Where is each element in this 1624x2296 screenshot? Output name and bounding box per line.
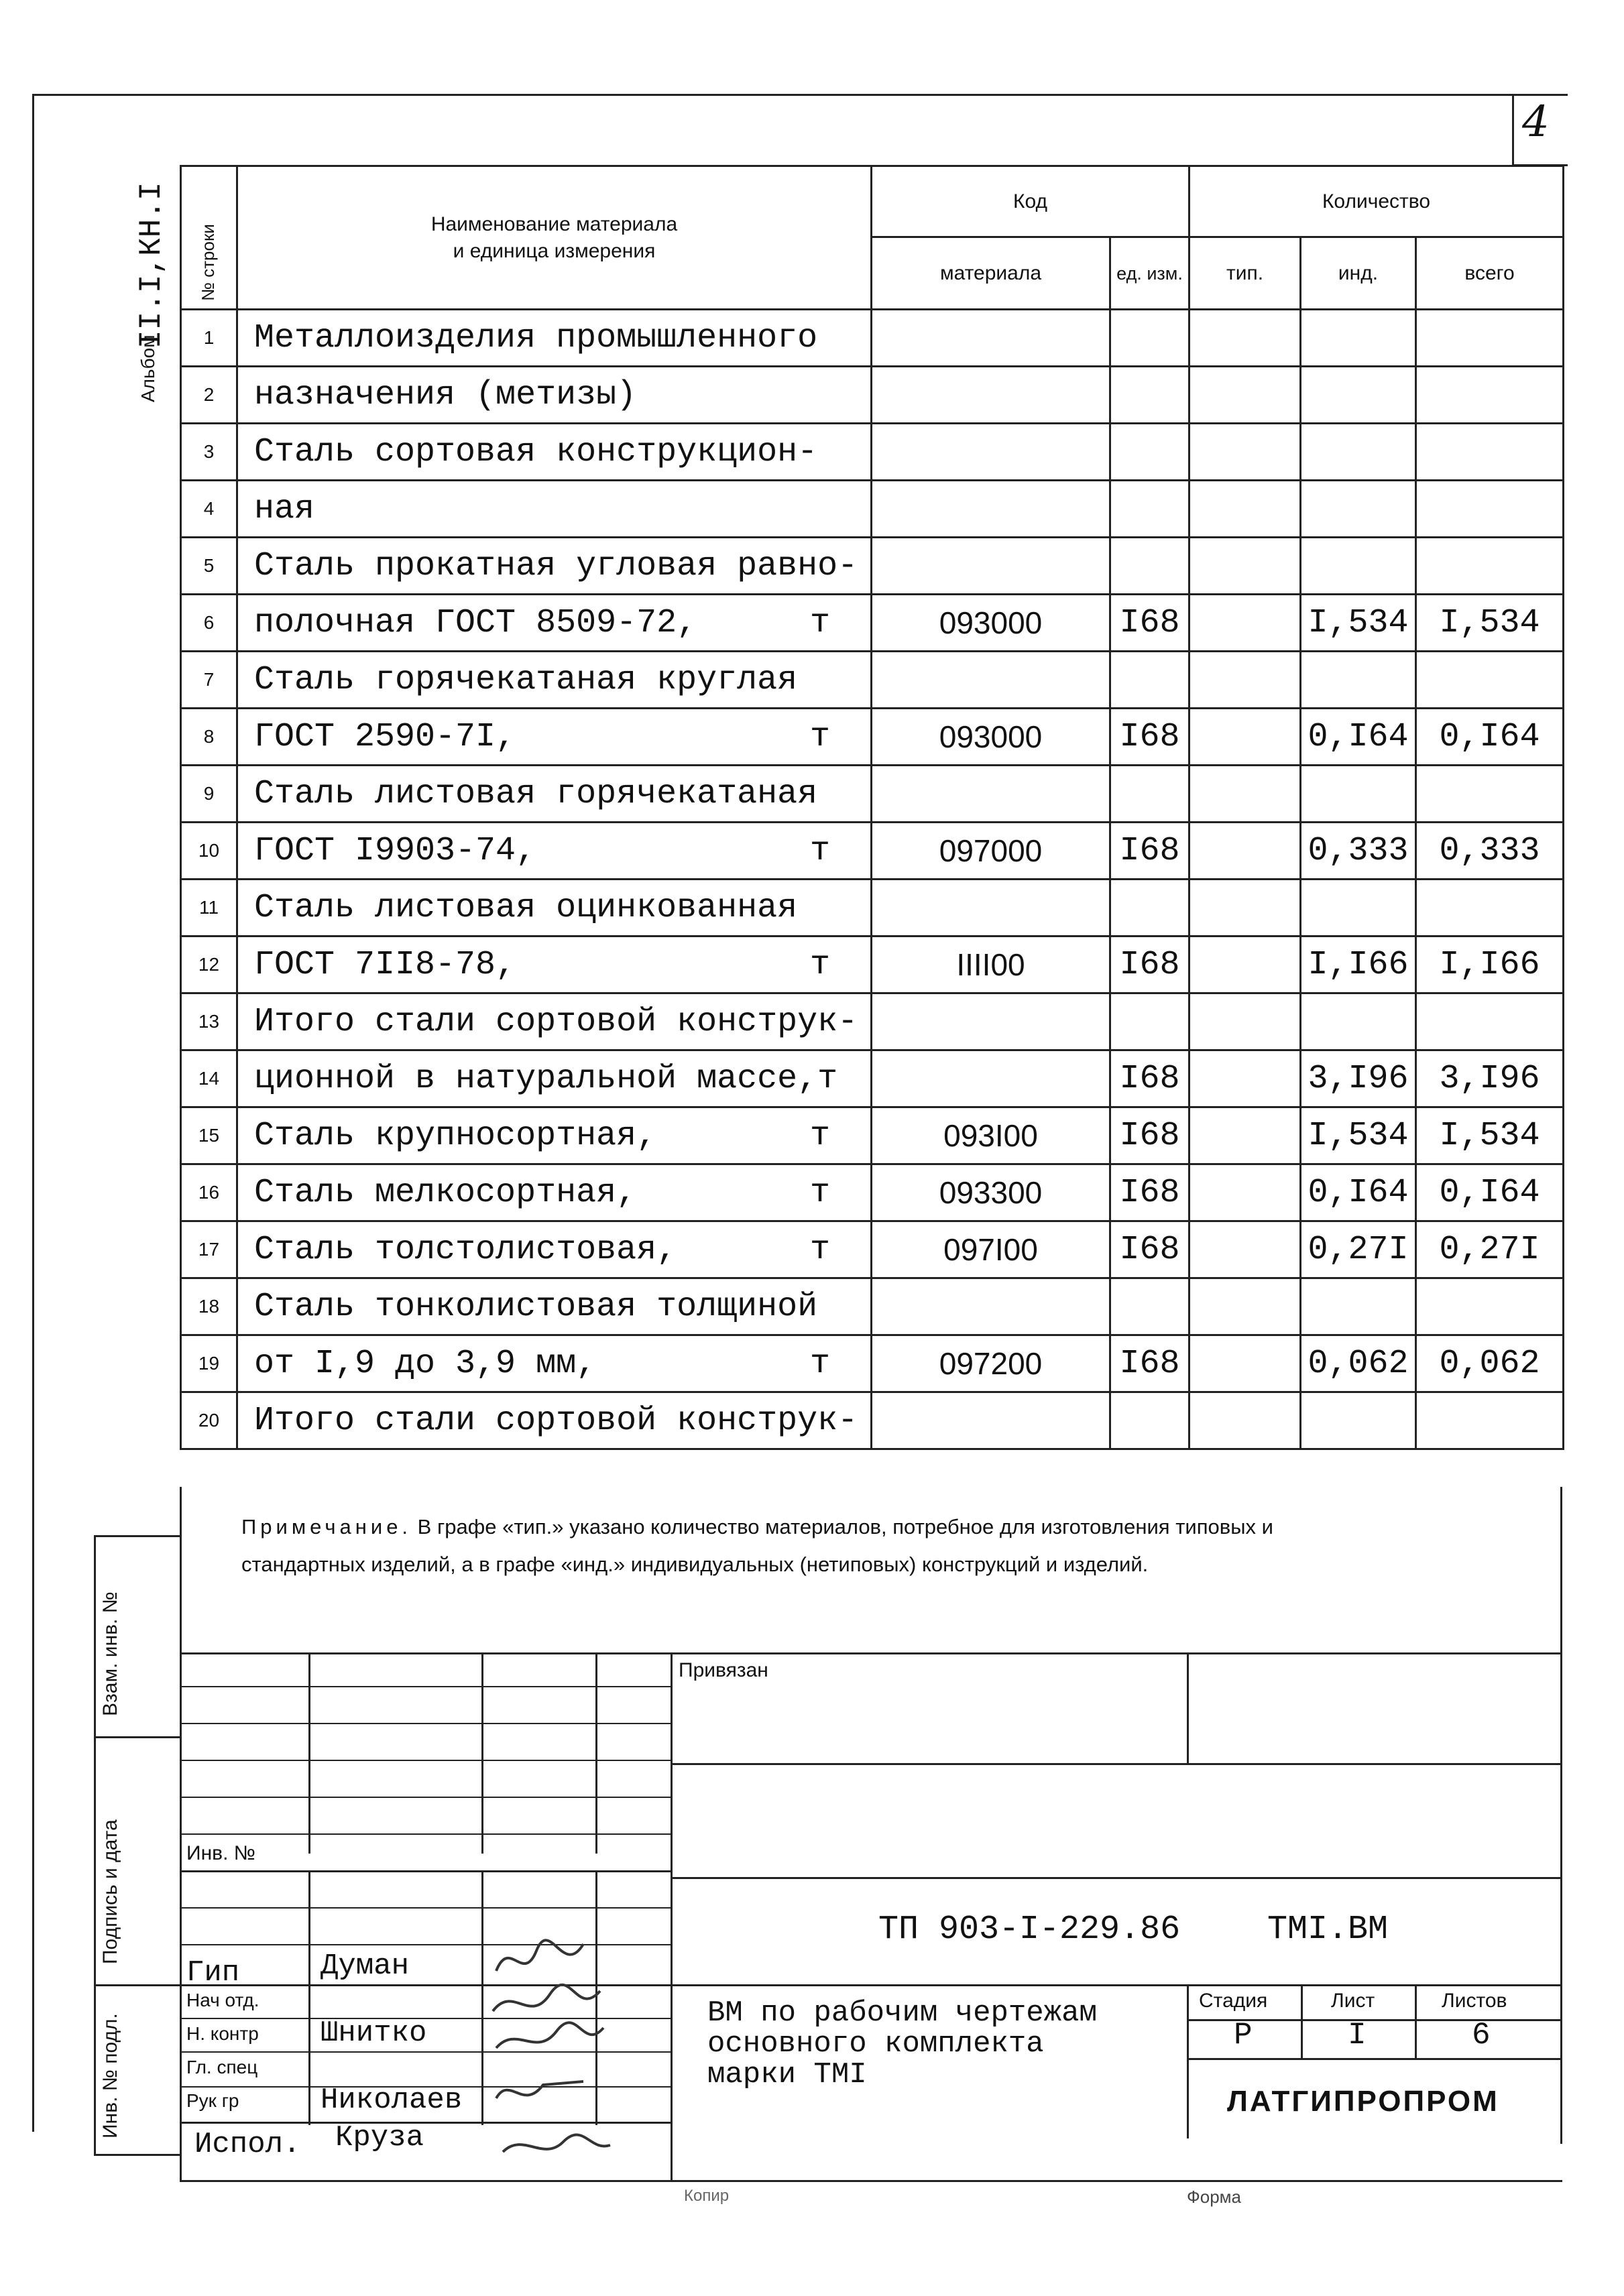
material-code <box>872 652 1110 709</box>
page-number: 4 <box>1522 97 1550 147</box>
qty-typ <box>1190 880 1301 936</box>
row-number: 12 <box>181 936 237 993</box>
qty-total <box>1416 538 1564 595</box>
header-qty-total: всего <box>1416 237 1564 310</box>
note-text: В графе «тип.» указано количество материалов, потребное для изготовления типовых и стандартных изделий, а в графе «инд.» индивидуальных (нетиповых) конструкций и изделий. <box>241 1515 1273 1576</box>
table-row <box>181 936 1564 993</box>
qty-typ <box>1190 310 1301 367</box>
qty-ind: 3,I96 <box>1301 1050 1416 1107</box>
header-name: Наименование материала и единица измерения <box>237 166 872 310</box>
qty-total: I,I66 <box>1416 936 1564 993</box>
stamp-sheet: I <box>1348 2018 1367 2053</box>
table-row <box>181 538 1564 595</box>
unit-code <box>1110 1392 1190 1449</box>
qty-total <box>1416 766 1564 823</box>
qty-typ <box>1190 823 1301 880</box>
qty-ind: 0,062 <box>1301 1335 1416 1392</box>
qty-ind: 0,I64 <box>1301 709 1416 766</box>
material-code <box>872 993 1110 1050</box>
material-name: Сталь листовая горячекатаная <box>237 766 872 823</box>
stamp-role-name: Круза <box>335 2121 424 2155</box>
album-value: II.I,КН.I <box>134 182 169 349</box>
album-label: Альбом <box>137 335 158 402</box>
row-number: 4 <box>181 481 237 538</box>
stamp-sheets-label: Листов <box>1442 1990 1507 2012</box>
unit-code: I68 <box>1110 595 1190 652</box>
frame-top-line <box>32 94 1568 96</box>
stamp-inv-no: Инв. № <box>186 1842 255 1864</box>
unit-code: I68 <box>1110 709 1190 766</box>
table-row <box>181 424 1564 481</box>
qty-total <box>1416 1392 1564 1449</box>
footer-forma: Форма <box>1187 2187 1242 2207</box>
row-number: 11 <box>181 880 237 936</box>
material-name: Итого стали сортовой конструк- <box>237 1392 872 1449</box>
qty-total <box>1416 1278 1564 1335</box>
row-number: 17 <box>181 1221 237 1278</box>
unit-label: т <box>809 945 830 984</box>
material-code: 097200 <box>872 1335 1110 1392</box>
material-name: Сталь горячекатаная круглая <box>237 652 872 709</box>
material-name: Сталь прокатная угловая равно- <box>237 538 872 595</box>
material-code: 093300 <box>872 1164 1110 1221</box>
material-name: Сталь мелкосортная, т <box>237 1164 872 1221</box>
stamp-org: ЛАТГИПРОПРОМ <box>1227 2085 1499 2118</box>
stamp-mark: ТМI.ВМ <box>1267 1911 1389 1949</box>
table-row <box>181 823 1564 880</box>
row-number: 2 <box>181 367 237 424</box>
material-code <box>872 1392 1110 1449</box>
unit-code: I68 <box>1110 1107 1190 1164</box>
unit-code <box>1110 880 1190 936</box>
qty-ind <box>1301 424 1416 481</box>
qty-ind: 0,27I <box>1301 1221 1416 1278</box>
qty-typ <box>1190 652 1301 709</box>
stamp-title: ВМ по рабочим чертежам основного комплекта марки ТМI <box>707 1996 1097 2092</box>
header-qty-ind: инд. <box>1301 237 1416 310</box>
qty-ind <box>1301 310 1416 367</box>
table-row <box>181 1164 1564 1221</box>
unit-code: I68 <box>1110 1164 1190 1221</box>
materials-table <box>180 165 1564 1450</box>
qty-ind: I,I66 <box>1301 936 1416 993</box>
material-code: 097I00 <box>872 1221 1110 1278</box>
stamp-sheets: 6 <box>1472 2018 1491 2053</box>
qty-total <box>1416 880 1564 936</box>
stamp-role: Рук гр <box>186 2090 239 2111</box>
table-row <box>181 595 1564 652</box>
qty-typ <box>1190 595 1301 652</box>
stamp-role: Испол. <box>194 2128 301 2161</box>
unit-label: т <box>809 717 830 756</box>
qty-typ <box>1190 367 1301 424</box>
qty-total <box>1416 310 1564 367</box>
material-code <box>872 538 1110 595</box>
note-title: Примечание. <box>241 1515 412 1538</box>
qty-ind: 0,333 <box>1301 823 1416 880</box>
unit-code: I68 <box>1110 1335 1190 1392</box>
material-name: Сталь крупносортная, т <box>237 1107 872 1164</box>
table-row <box>181 993 1564 1050</box>
stamp-role-name: Николаев <box>321 2083 463 2117</box>
qty-total: 0,27I <box>1416 1221 1564 1278</box>
row-number: 19 <box>181 1335 237 1392</box>
qty-total <box>1416 993 1564 1050</box>
stamp-role: Н. контр <box>186 2023 259 2044</box>
unit-label: т <box>809 1173 830 1212</box>
row-number: 10 <box>181 823 237 880</box>
table-row <box>181 709 1564 766</box>
unit-code <box>1110 538 1190 595</box>
qty-typ <box>1190 766 1301 823</box>
table-row <box>181 652 1564 709</box>
row-number: 13 <box>181 993 237 1050</box>
qty-typ <box>1190 1107 1301 1164</box>
frame-left-line <box>32 94 34 2132</box>
qty-typ <box>1190 993 1301 1050</box>
material-name: назначения (метизы) <box>237 367 872 424</box>
stamp-sheet-label: Лист <box>1331 1990 1375 2012</box>
stamp-role: Нач отд. <box>186 1990 259 2010</box>
qty-ind <box>1301 367 1416 424</box>
side-label-inv-podl: Инв. № подл. <box>99 2013 121 2138</box>
table-row <box>181 367 1564 424</box>
material-name: ная <box>237 481 872 538</box>
unit-code: I68 <box>1110 1050 1190 1107</box>
unit-label: т <box>809 1116 830 1155</box>
material-name: от I,9 до 3,9 мм, т <box>237 1335 872 1392</box>
qty-ind: I,534 <box>1301 1107 1416 1164</box>
qty-total: 0,I64 <box>1416 1164 1564 1221</box>
unit-code: I68 <box>1110 823 1190 880</box>
material-code: 093I00 <box>872 1107 1110 1164</box>
material-code <box>872 880 1110 936</box>
row-number: 18 <box>181 1278 237 1335</box>
qty-typ <box>1190 1335 1301 1392</box>
material-code: 097000 <box>872 823 1110 880</box>
row-number: 14 <box>181 1050 237 1107</box>
material-code <box>872 1050 1110 1107</box>
qty-typ <box>1190 1050 1301 1107</box>
stamp-role: Гл. спец <box>186 2057 258 2077</box>
row-number: 9 <box>181 766 237 823</box>
footer-kopir: Копир <box>684 2187 730 2205</box>
table-row <box>181 1221 1564 1278</box>
material-name: Сталь тонколистовая толщиной <box>237 1278 872 1335</box>
material-name: ционной в натуральной массе,т <box>237 1050 872 1107</box>
qty-typ <box>1190 709 1301 766</box>
stamp-role-name: Думан <box>321 1949 410 1983</box>
unit-code <box>1110 367 1190 424</box>
material-name: ГОСТ I9903-74, т <box>237 823 872 880</box>
table-row <box>181 1335 1564 1392</box>
header-code-unit: ед. изм. <box>1110 237 1190 310</box>
table-row <box>181 1107 1564 1164</box>
qty-ind <box>1301 766 1416 823</box>
qty-total: 0,I64 <box>1416 709 1564 766</box>
stamp-privyazan: Привязан <box>679 1659 768 1681</box>
material-code <box>872 367 1110 424</box>
signatures-icon <box>483 1931 617 2172</box>
qty-ind <box>1301 1278 1416 1335</box>
qty-total: 0,062 <box>1416 1335 1564 1392</box>
note <box>241 1508 1381 1583</box>
table-row <box>181 766 1564 823</box>
material-code <box>872 310 1110 367</box>
material-code <box>872 481 1110 538</box>
unit-label: т <box>809 1230 830 1269</box>
material-code <box>872 766 1110 823</box>
unit-code <box>1110 1278 1190 1335</box>
stamp-role: Гип <box>186 1956 240 1990</box>
qty-ind: I,534 <box>1301 595 1416 652</box>
unit-code <box>1110 310 1190 367</box>
qty-ind <box>1301 1392 1416 1449</box>
unit-label: т <box>809 1344 830 1383</box>
side-label-vzam: Взам. инв. № <box>99 1591 121 1716</box>
qty-total <box>1416 367 1564 424</box>
unit-code <box>1110 481 1190 538</box>
material-name: Сталь листовая оцинкованная <box>237 880 872 936</box>
table-row <box>181 880 1564 936</box>
side-label-podpis: Подпись и дата <box>99 1819 121 1964</box>
stamp-role-name: Шнитко <box>321 2016 427 2050</box>
material-name: Сталь толстолистовая, т <box>237 1221 872 1278</box>
unit-code: I68 <box>1110 936 1190 993</box>
header-code-material: материала <box>872 237 1110 310</box>
row-number: 3 <box>181 424 237 481</box>
row-number: 5 <box>181 538 237 595</box>
material-name: Сталь сортовая конструкцион- <box>237 424 872 481</box>
stamp-doc-code: ТП 903-I-229.86 <box>878 1911 1181 1949</box>
table-row <box>181 1392 1564 1449</box>
header-code: Код <box>872 166 1190 237</box>
material-code: IIII00 <box>872 936 1110 993</box>
qty-typ <box>1190 1392 1301 1449</box>
header-qty: Количество <box>1190 166 1564 237</box>
material-code <box>872 1278 1110 1335</box>
row-number: 20 <box>181 1392 237 1449</box>
material-code: 093000 <box>872 709 1110 766</box>
qty-ind <box>1301 993 1416 1050</box>
material-name: Металлоизделия промышленного <box>237 310 872 367</box>
qty-total <box>1416 652 1564 709</box>
qty-typ <box>1190 936 1301 993</box>
unit-code: I68 <box>1110 1221 1190 1278</box>
header-row-no: № строки <box>181 166 237 310</box>
unit-code <box>1110 766 1190 823</box>
qty-total: I,534 <box>1416 595 1564 652</box>
table-row <box>181 1278 1564 1335</box>
qty-ind <box>1301 481 1416 538</box>
qty-typ <box>1190 424 1301 481</box>
unit-code <box>1110 652 1190 709</box>
material-name: полочная ГОСТ 8509-72, т <box>237 595 872 652</box>
material-name: Итого стали сортовой конструк- <box>237 993 872 1050</box>
row-number: 1 <box>181 310 237 367</box>
table-row <box>181 1050 1564 1107</box>
table-row <box>181 310 1564 367</box>
qty-typ <box>1190 481 1301 538</box>
material-code: 093000 <box>872 595 1110 652</box>
row-number: 7 <box>181 652 237 709</box>
row-number: 6 <box>181 595 237 652</box>
qty-typ <box>1190 1278 1301 1335</box>
unit-code <box>1110 424 1190 481</box>
qty-total <box>1416 424 1564 481</box>
material-name: ГОСТ 2590-7I, т <box>237 709 872 766</box>
row-number: 8 <box>181 709 237 766</box>
qty-ind <box>1301 538 1416 595</box>
stamp-stage-label: Стадия <box>1199 1990 1268 2012</box>
qty-total: 3,I96 <box>1416 1050 1564 1107</box>
table-row <box>181 481 1564 538</box>
qty-ind <box>1301 652 1416 709</box>
qty-total: I,534 <box>1416 1107 1564 1164</box>
unit-label: т <box>809 831 830 870</box>
row-number: 16 <box>181 1164 237 1221</box>
material-name: ГОСТ 7II8-78, т <box>237 936 872 993</box>
qty-ind: 0,I64 <box>1301 1164 1416 1221</box>
unit-code <box>1110 993 1190 1050</box>
unit-label: т <box>809 603 830 642</box>
row-number: 15 <box>181 1107 237 1164</box>
qty-ind <box>1301 880 1416 936</box>
qty-typ <box>1190 538 1301 595</box>
header-qty-typ: тип. <box>1190 237 1301 310</box>
stamp-stage: Р <box>1234 2018 1253 2053</box>
qty-typ <box>1190 1221 1301 1278</box>
qty-total: 0,333 <box>1416 823 1564 880</box>
qty-typ <box>1190 1164 1301 1221</box>
qty-total <box>1416 481 1564 538</box>
material-code <box>872 424 1110 481</box>
